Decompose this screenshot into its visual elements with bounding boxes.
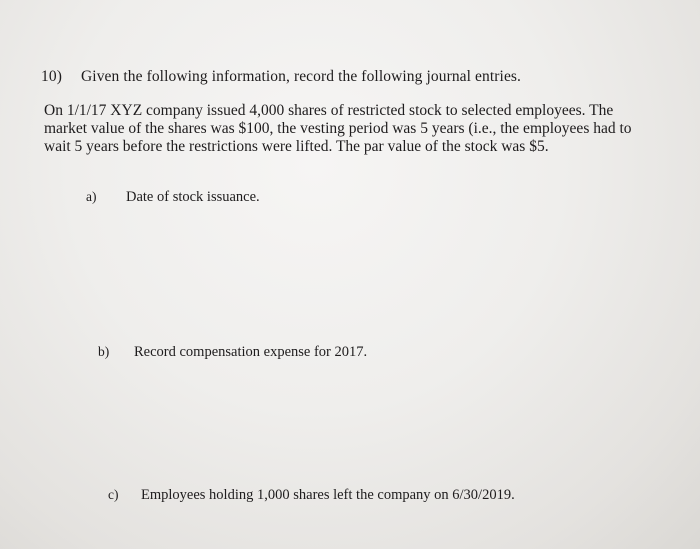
question-body-line: wait 5 years before the restrictions were lifted. The par value of the stock was $5. (44, 138, 549, 155)
question-body (44, 102, 684, 156)
part-a-letter: a) (86, 189, 97, 204)
part-b (98, 344, 367, 361)
question-body-line: On 1/1/17 XYZ company issued 4,000 shares of restricted stock to selected employees. The (44, 102, 614, 119)
part-c (108, 487, 515, 504)
part-a-text: Date of stock issuance. (126, 189, 260, 205)
question-header (41, 68, 521, 86)
part-b-letter: b) (98, 344, 110, 359)
question-body-line: market value of the shares was $100, the vesting period was 5 years (i.e., the employees had to (44, 120, 632, 137)
part-a (86, 189, 260, 206)
question-prompt: Given the following information, record the following journal entries. (81, 68, 522, 85)
part-b-text: Record compensation expense for 2017. (134, 344, 368, 360)
question-number: 10) (41, 68, 62, 85)
part-c-text: Employees holding 1,000 shares left the company on 6/30/2019. (141, 487, 515, 503)
part-c-letter: c) (108, 487, 119, 502)
